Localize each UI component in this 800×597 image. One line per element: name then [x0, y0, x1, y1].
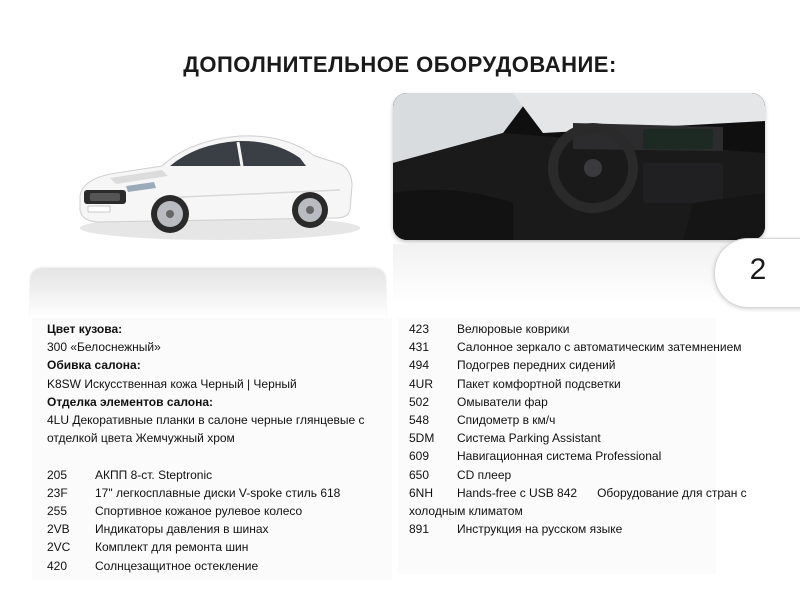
option-text: Солнцезащитное остекление — [95, 558, 259, 573]
list-item — [47, 520, 387, 538]
list-item — [409, 447, 769, 465]
option-text: Омыватели фар — [457, 394, 548, 409]
option-text: Система Parking Assistant — [457, 431, 601, 446]
option-code: 2VB — [47, 522, 70, 537]
list-item — [47, 557, 387, 575]
list-item — [409, 411, 769, 429]
body-color-heading: Цвет кузова: — [47, 322, 123, 336]
list-item — [47, 502, 387, 520]
option-text: CD плеер — [457, 467, 512, 482]
option-text: Комплект для ремонта шин — [95, 540, 249, 555]
option-text: Подогрев передних сидений — [457, 358, 616, 373]
list-item — [409, 393, 769, 411]
list-item — [409, 356, 769, 374]
option-code: 2VC — [47, 540, 71, 555]
list-item — [409, 375, 769, 393]
option-text: Пакет комфортной подсветки — [457, 376, 621, 391]
option-text: Велюровые коврики — [457, 322, 570, 336]
option-code: 420 — [47, 558, 68, 573]
option-code: 609 — [409, 449, 430, 464]
car-exterior-image — [70, 118, 360, 248]
list-item — [409, 338, 769, 356]
list-item — [409, 466, 769, 484]
option-text: Спортивное кожаное рулевое колесо — [95, 504, 303, 519]
option-code: 205 — [47, 467, 68, 482]
option-text: Индикаторы давления в шинах — [95, 522, 269, 537]
right-panel-header-background — [393, 244, 765, 304]
list-item — [47, 484, 387, 502]
option-text: 17" легкосплавные диски V-spoke стиль 618 — [95, 485, 341, 500]
left-options-list — [47, 320, 387, 575]
car-interior-image — [393, 93, 765, 240]
option-code: 5DM — [409, 431, 435, 446]
option-code: 891 — [409, 522, 430, 537]
option-text: Инструкция на русском языке — [457, 522, 623, 537]
upholstery-value: K8SW Искусственная кожа Черный | Черный — [47, 376, 297, 391]
body-color-value: 300 «Белоснежный» — [47, 340, 161, 355]
option-code: 494 — [409, 358, 430, 373]
option-text: Салонное зеркало с автоматическим затемнением — [457, 340, 742, 355]
right-options-list — [409, 320, 769, 538]
trim-heading: Отделка элементов салона: — [47, 394, 214, 409]
list-item — [409, 520, 769, 538]
option-code: 548 — [409, 413, 430, 428]
option-code: 23F — [47, 485, 68, 500]
list-item — [47, 538, 387, 556]
option-code: 431 — [409, 340, 430, 355]
option-code: 6NH — [409, 485, 434, 500]
list-item — [47, 466, 387, 484]
page-title: ДОПОЛНИТЕЛЬНОЕ ОБОРУДОВАНИЕ: — [183, 52, 617, 77]
option-code: 4UR — [409, 376, 434, 391]
option-text: Спидометр в км/ч — [457, 413, 556, 428]
option-text: Навигационная система Professional — [457, 449, 662, 464]
list-item — [409, 484, 769, 520]
option-text: АКПП 8-ст. Steptronic — [95, 467, 213, 482]
option-code: 255 — [47, 504, 68, 519]
left-panel-header-background — [30, 268, 386, 318]
trim-value: 4LU Декоративные планки в салоне черные глянцевые с отделкой цвета Жемчужный хром — [47, 413, 365, 446]
option-code: 423 — [409, 322, 430, 336]
list-item — [409, 429, 769, 447]
option-code: 650 — [409, 467, 430, 482]
option-text: Hands-free с USB 842 Оборудование для стран с холодным климатом — [409, 485, 750, 519]
upholstery-heading: Обивка салона: — [47, 358, 141, 373]
page-number: 2 — [749, 253, 767, 286]
list-item — [409, 320, 769, 338]
option-code: 502 — [409, 394, 430, 409]
